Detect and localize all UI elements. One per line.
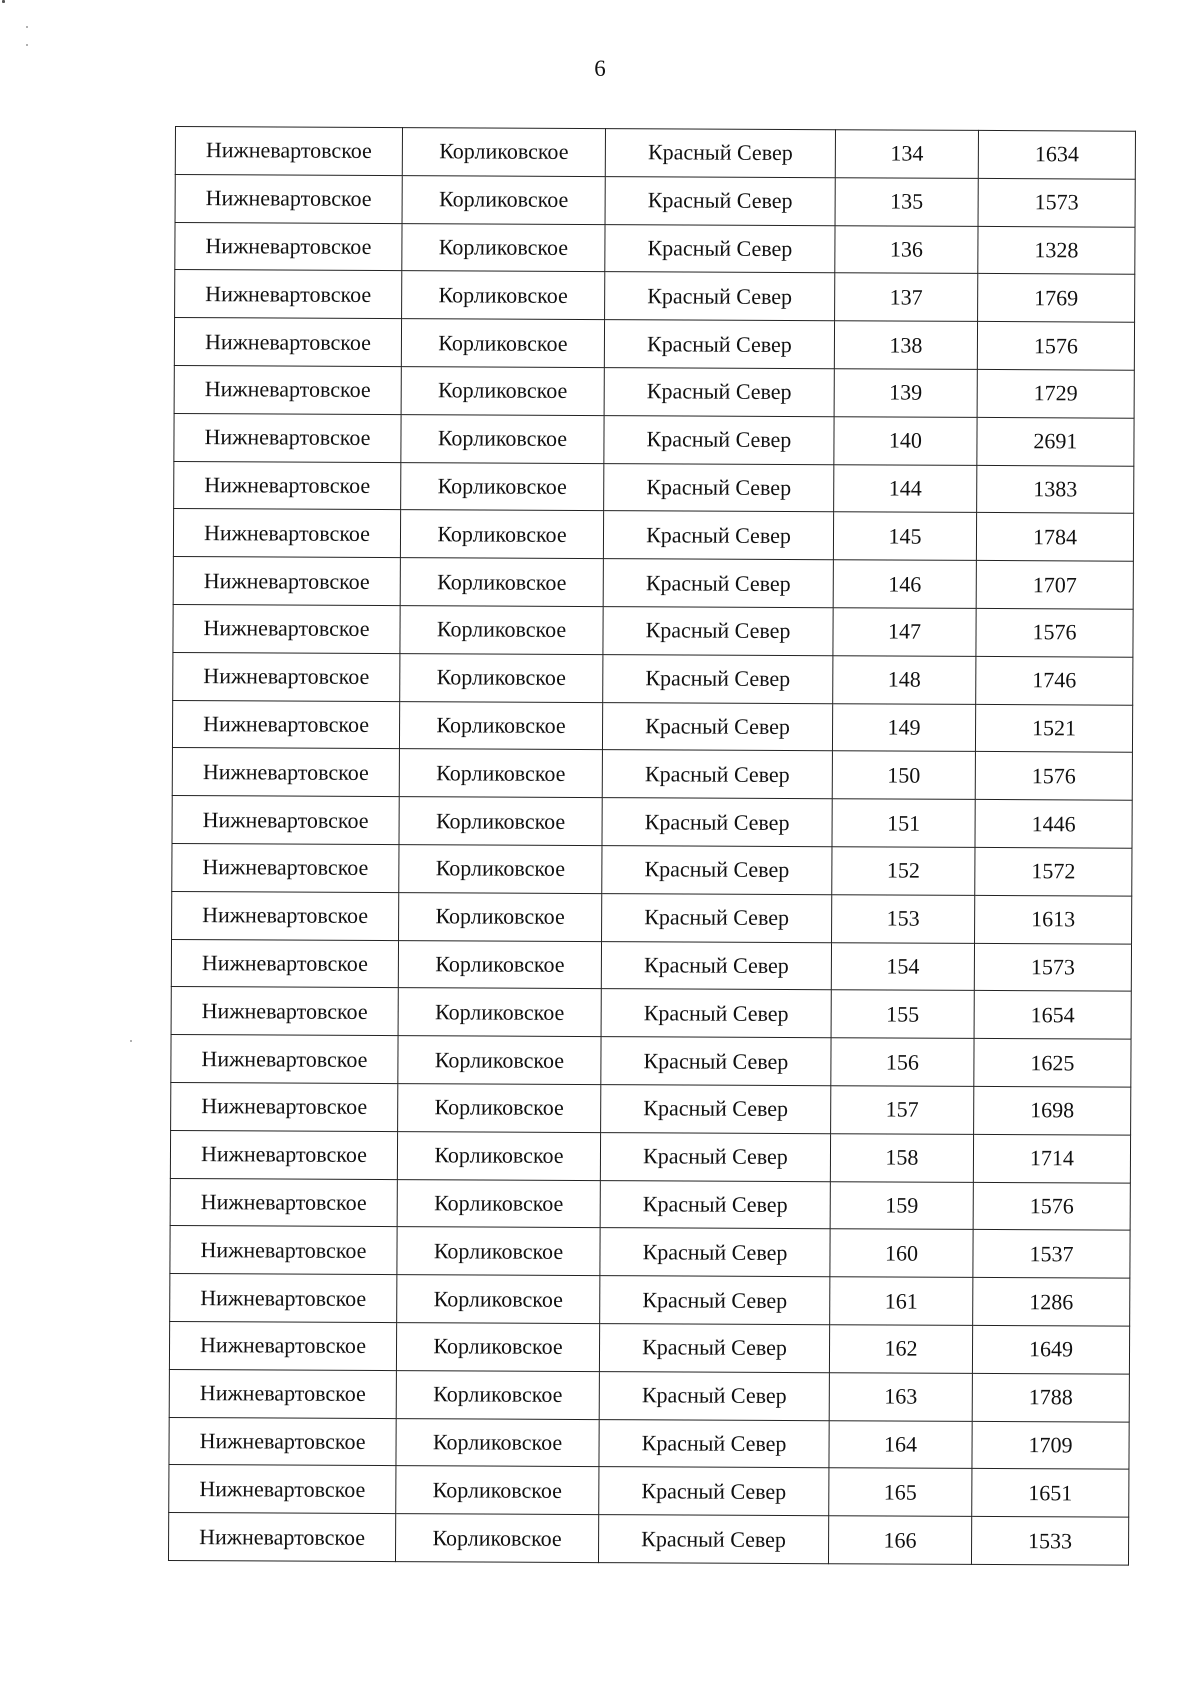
cell-value: 1576 (976, 608, 1133, 657)
cell-number: 165 (829, 1468, 972, 1516)
cell-district: Нижневартовское (172, 796, 399, 845)
cell-value: 1729 (977, 369, 1134, 418)
table-row (175, 270, 1135, 322)
cell-district: Нижневартовское (171, 1035, 398, 1084)
cell-number: 148 (833, 655, 976, 703)
cell-locality: Красный Север (604, 368, 834, 417)
cell-settlement: Корликовское (400, 606, 603, 655)
cell-settlement: Корликовское (399, 797, 602, 846)
cell-value: 1634 (978, 130, 1135, 179)
cell-locality: Красный Север (602, 798, 832, 847)
cell-value: 1573 (974, 943, 1131, 992)
cell-district: Нижневартовское (173, 604, 400, 653)
cell-settlement: Корликовское (397, 1131, 600, 1180)
cell-settlement: Корликовское (398, 988, 601, 1037)
cell-district: Нижневартовское (174, 461, 401, 510)
cell-number: 157 (831, 1086, 974, 1134)
cell-number: 156 (831, 1038, 974, 1086)
table-container (168, 126, 1135, 1566)
table-row (173, 557, 1133, 609)
cell-locality: Красный Север (600, 1132, 830, 1181)
cell-value: 1651 (972, 1469, 1129, 1518)
table-row (174, 413, 1134, 465)
cell-value: 1654 (974, 991, 1131, 1040)
table-row (172, 796, 1132, 848)
cell-locality: Красный Север (605, 129, 835, 178)
cell-locality: Красный Север (602, 750, 832, 799)
cell-district: Нижневартовское (172, 891, 399, 940)
cell-district: Нижневартовское (175, 127, 402, 176)
table-row (172, 843, 1132, 895)
table-row (173, 509, 1133, 561)
cell-value: 1784 (976, 513, 1133, 562)
cell-district: Нижневартовское (170, 1274, 397, 1323)
cell-district: Нижневартовское (172, 748, 399, 797)
cell-settlement: Корликовское (402, 128, 605, 177)
table-row (171, 939, 1131, 991)
cell-value: 1446 (975, 800, 1132, 849)
cell-locality: Красный Север (601, 989, 831, 1038)
scan-speck (26, 26, 28, 28)
table-row (168, 1513, 1128, 1565)
cell-value: 1788 (972, 1373, 1129, 1422)
table-row (170, 1178, 1130, 1230)
cell-locality: Красный Север (599, 1324, 829, 1373)
cell-locality: Красный Север (603, 607, 833, 656)
cell-locality: Красный Север (605, 272, 835, 321)
cell-settlement: Корликовское (396, 1370, 599, 1419)
table-row (171, 1082, 1131, 1134)
table-row (172, 891, 1132, 943)
cell-district: Нижневартовское (173, 557, 400, 606)
table-row (175, 174, 1135, 226)
cell-value: 1521 (975, 704, 1132, 753)
cell-value: 1707 (976, 561, 1133, 610)
cell-number: 154 (831, 942, 974, 990)
cell-number: 162 (829, 1325, 972, 1373)
cell-number: 159 (830, 1181, 973, 1229)
cell-settlement: Корликовское (396, 1418, 599, 1467)
table-row (170, 1130, 1130, 1182)
cell-value: 1572 (975, 847, 1132, 896)
cell-settlement: Корликовское (397, 1275, 600, 1324)
cell-district: Нижневартовское (175, 270, 402, 319)
cell-locality: Красный Север (599, 1371, 829, 1420)
cell-district: Нижневартовское (169, 1465, 396, 1514)
cell-locality: Красный Север (603, 654, 833, 703)
cell-number: 151 (832, 799, 975, 847)
cell-locality: Красный Север (601, 1085, 831, 1134)
cell-number: 144 (834, 464, 977, 512)
cell-locality: Красный Север (599, 1467, 829, 1516)
cell-locality: Красный Север (604, 320, 834, 369)
cell-district: Нижневартовское (171, 939, 398, 988)
cell-district: Нижневартовское (175, 174, 402, 223)
cell-district: Нижневартовское (168, 1513, 395, 1562)
cell-number: 164 (829, 1420, 972, 1468)
cell-value: 2691 (977, 417, 1134, 466)
cell-locality: Красный Север (605, 176, 835, 225)
table-row (174, 461, 1134, 513)
cell-district: Нижневартовское (172, 843, 399, 892)
cell-value: 1286 (973, 1278, 1130, 1327)
cell-locality: Красный Север (605, 224, 835, 273)
cell-locality: Красный Север (603, 511, 833, 560)
cell-settlement: Корликовское (402, 223, 605, 272)
table-row (169, 1417, 1129, 1469)
table-row (174, 365, 1134, 417)
table-body (168, 127, 1135, 1566)
cell-settlement: Корликовское (399, 892, 602, 941)
cell-number: 137 (835, 273, 978, 321)
cell-district: Нижневартовское (170, 1178, 397, 1227)
cell-settlement: Корликовское (401, 367, 604, 416)
scan-speck (130, 1040, 132, 1042)
cell-value: 1769 (978, 274, 1135, 323)
cell-settlement: Корликовское (397, 1179, 600, 1228)
page-number: 6 (594, 56, 606, 81)
cell-district: Нижневартовское (174, 413, 401, 462)
cell-value: 1649 (972, 1325, 1129, 1374)
cell-value: 1537 (973, 1230, 1130, 1279)
data-table (168, 126, 1136, 1566)
table-row (171, 1035, 1131, 1087)
cell-district: Нижневартовское (169, 1321, 396, 1370)
cell-district: Нижневартовское (174, 365, 401, 414)
cell-locality: Красный Север (600, 1228, 830, 1277)
cell-district: Нижневартовское (170, 1130, 397, 1179)
cell-number: 136 (835, 225, 978, 273)
cell-locality: Красный Север (602, 702, 832, 751)
cell-number: 140 (834, 417, 977, 465)
cell-value: 1613 (975, 895, 1132, 944)
table-row (170, 1226, 1130, 1278)
table-row (171, 987, 1131, 1039)
cell-number: 155 (831, 990, 974, 1038)
table-row (169, 1369, 1129, 1421)
cell-number: 152 (832, 847, 975, 895)
cell-locality: Красный Север (601, 941, 831, 990)
cell-number: 158 (830, 1133, 973, 1181)
cell-settlement: Корликовское (399, 749, 602, 798)
cell-settlement: Корликовское (395, 1514, 598, 1563)
cell-settlement: Корликовское (401, 462, 604, 511)
cell-settlement: Корликовское (400, 558, 603, 607)
cell-value: 1576 (977, 322, 1134, 371)
cell-settlement: Корликовское (401, 319, 604, 368)
cell-settlement: Корликовское (401, 414, 604, 463)
cell-locality: Красный Север (598, 1515, 828, 1564)
cell-district: Нижневартовское (170, 1226, 397, 1275)
cell-district: Нижневартовское (171, 1082, 398, 1131)
cell-number: 163 (829, 1372, 972, 1420)
table-row (172, 700, 1132, 752)
cell-locality: Красный Север (604, 415, 834, 464)
table-row (170, 1274, 1130, 1326)
cell-locality: Красный Север (603, 559, 833, 608)
scan-speck (26, 44, 28, 46)
cell-number: 150 (832, 751, 975, 799)
cell-number: 135 (835, 178, 978, 226)
table-row (175, 222, 1135, 274)
cell-value: 1328 (978, 226, 1135, 275)
cell-settlement: Корликовское (397, 1227, 600, 1276)
cell-district: Нижневартовское (175, 222, 402, 271)
cell-locality: Красный Север (601, 1037, 831, 1086)
cell-number: 147 (833, 608, 976, 656)
cell-number: 146 (833, 560, 976, 608)
cell-district: Нижневартовское (169, 1369, 396, 1418)
cell-settlement: Корликовское (398, 940, 601, 989)
scan-speck (2, 0, 5, 3)
cell-settlement: Корликовское (402, 271, 605, 320)
cell-locality: Красный Север (604, 463, 834, 512)
cell-value: 1698 (974, 1086, 1131, 1135)
cell-number: 160 (830, 1229, 973, 1277)
cell-district: Нижневартовское (172, 700, 399, 749)
cell-value: 1714 (973, 1134, 1130, 1183)
table-row (169, 1321, 1129, 1373)
cell-settlement: Корликовское (398, 1036, 601, 1085)
cell-settlement: Корликовское (399, 845, 602, 894)
table-row (172, 748, 1132, 800)
cell-settlement: Корликовское (400, 653, 603, 702)
cell-number: 153 (832, 894, 975, 942)
cell-district: Нижневартовское (173, 509, 400, 558)
cell-number: 145 (833, 512, 976, 560)
cell-settlement: Корликовское (400, 510, 603, 559)
cell-district: Нижневартовское (173, 652, 400, 701)
cell-number: 149 (832, 703, 975, 751)
cell-value: 1576 (975, 752, 1132, 801)
cell-settlement: Корликовское (396, 1323, 599, 1372)
cell-number: 138 (834, 321, 977, 369)
cell-value: 1576 (973, 1182, 1130, 1231)
table-row (169, 1465, 1129, 1517)
cell-number: 161 (830, 1277, 973, 1325)
cell-value: 1383 (977, 465, 1134, 514)
cell-district: Нижневартовское (174, 318, 401, 367)
cell-locality: Красный Север (602, 846, 832, 895)
cell-settlement: Корликовское (398, 1084, 601, 1133)
cell-number: 139 (834, 369, 977, 417)
table-row (173, 652, 1133, 704)
cell-value: 1533 (971, 1517, 1128, 1566)
cell-settlement: Корликовское (402, 175, 605, 224)
cell-locality: Красный Север (602, 893, 832, 942)
table-row (174, 318, 1134, 370)
cell-value: 1746 (976, 656, 1133, 705)
cell-value: 1625 (974, 1039, 1131, 1088)
cell-locality: Красный Север (600, 1180, 830, 1229)
cell-number: 134 (835, 130, 978, 178)
cell-locality: Красный Север (599, 1419, 829, 1468)
cell-district: Нижневартовское (171, 987, 398, 1036)
table-row (175, 127, 1135, 179)
cell-settlement: Корликовское (396, 1466, 599, 1515)
cell-settlement: Корликовское (399, 701, 602, 750)
cell-value: 1709 (972, 1421, 1129, 1470)
cell-district: Нижневартовское (169, 1417, 396, 1466)
table-row (173, 604, 1133, 656)
cell-number: 166 (828, 1516, 971, 1564)
cell-value: 1573 (978, 178, 1135, 227)
cell-locality: Красный Север (600, 1276, 830, 1325)
